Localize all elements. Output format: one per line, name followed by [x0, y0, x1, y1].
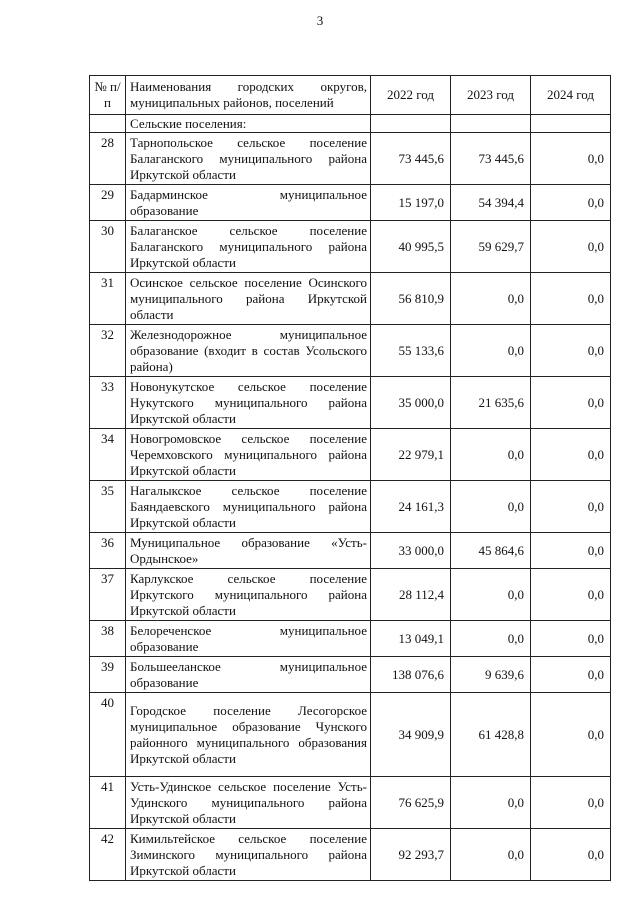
row-value-2023: 45 864,6 — [451, 533, 531, 569]
row-value-2023: 9 639,6 — [451, 657, 531, 693]
row-value-2023: 73 445,6 — [451, 133, 531, 185]
row-value-2024: 0,0 — [531, 429, 611, 481]
row-name: Новогромовское сельское поселение Черемховского муниципального района Иркутской области — [126, 429, 371, 481]
row-number: 34 — [90, 429, 126, 481]
row-number: 33 — [90, 377, 126, 429]
row-value-2024: 0,0 — [531, 185, 611, 221]
header-num: № п/п — [90, 76, 126, 115]
row-value-2022: 13 049,1 — [371, 621, 451, 657]
section-label: Сельские поселения: — [126, 115, 371, 133]
page-number: 3 — [316, 13, 324, 28]
header-2023: 2023 год — [451, 76, 531, 115]
row-value-2024: 0,0 — [531, 621, 611, 657]
row-value-2024: 0,0 — [531, 829, 611, 881]
row-value-2023: 61 428,8 — [451, 693, 531, 777]
table-row — [90, 377, 611, 429]
row-value-2024: 0,0 — [531, 133, 611, 185]
row-number: 36 — [90, 533, 126, 569]
row-value-2022: 34 909,9 — [371, 693, 451, 777]
row-name: Муниципальное образование «Усть-Ордынское» — [126, 533, 371, 569]
row-number: 40 — [90, 693, 126, 777]
section-row — [90, 115, 611, 133]
table-row — [90, 657, 611, 693]
row-name: Новонукутское сельское поселение Нукутского муниципального района Иркутской области — [126, 377, 371, 429]
table-row — [90, 621, 611, 657]
row-value-2024: 0,0 — [531, 777, 611, 829]
row-value-2023: 0,0 — [451, 569, 531, 621]
row-value-2023: 0,0 — [451, 481, 531, 533]
row-value-2022: 22 979,1 — [371, 429, 451, 481]
section-empty-cell — [371, 115, 451, 133]
section-spacer — [90, 115, 126, 133]
row-value-2022: 138 076,6 — [371, 657, 451, 693]
section-empty-cell — [451, 115, 531, 133]
row-value-2023: 0,0 — [451, 273, 531, 325]
row-number: 42 — [90, 829, 126, 881]
row-value-2023: 0,0 — [451, 325, 531, 377]
row-name: Балаганское сельское поселение Балаганского муниципального района Иркутской области — [126, 221, 371, 273]
row-value-2024: 0,0 — [531, 377, 611, 429]
row-value-2024: 0,0 — [531, 273, 611, 325]
row-value-2024: 0,0 — [531, 325, 611, 377]
section-empty-cell — [531, 115, 611, 133]
row-value-2023: 21 635,6 — [451, 377, 531, 429]
table-row — [90, 273, 611, 325]
row-name: Городское поселение Лесогорское муниципальное образование Чунского районного муниципального образования Иркутской области — [126, 693, 371, 777]
row-value-2024: 0,0 — [531, 221, 611, 273]
table-row — [90, 481, 611, 533]
table-row — [90, 693, 611, 777]
table-row — [90, 777, 611, 829]
row-name: Нагалыкское сельское поселение Баяндаевского муниципального района Иркутской области — [126, 481, 371, 533]
row-value-2024: 0,0 — [531, 533, 611, 569]
row-name: Железнодорожное муниципальное образование (входит в состав Усольского района) — [126, 325, 371, 377]
row-value-2022: 28 112,4 — [371, 569, 451, 621]
row-name: Бадарминское муниципальное образование — [126, 185, 371, 221]
row-value-2022: 33 000,0 — [371, 533, 451, 569]
header-2022: 2022 год — [371, 76, 451, 115]
row-value-2024: 0,0 — [531, 657, 611, 693]
row-value-2023: 54 394,4 — [451, 185, 531, 221]
header-name: Наименования городских округов, муниципальных районов, поселений — [126, 76, 371, 115]
row-value-2023: 59 629,7 — [451, 221, 531, 273]
row-value-2024: 0,0 — [531, 693, 611, 777]
table-row — [90, 133, 611, 185]
table-header-row — [90, 76, 611, 115]
row-name: Белореченское муниципальное образование — [126, 621, 371, 657]
row-name: Кимильтейское сельское поселение Зиминского муниципального района Иркутской области — [126, 829, 371, 881]
row-name: Карлукское сельское поселение Иркутского муниципального района Иркутской области — [126, 569, 371, 621]
header-2024: 2024 год — [531, 76, 611, 115]
row-value-2023: 0,0 — [451, 429, 531, 481]
row-value-2024: 0,0 — [531, 569, 611, 621]
row-value-2022: 73 445,6 — [371, 133, 451, 185]
row-name: Усть-Удинское сельское поселение Усть-Удинского муниципального района Иркутской области — [126, 777, 371, 829]
row-value-2022: 56 810,9 — [371, 273, 451, 325]
row-number: 38 — [90, 621, 126, 657]
row-value-2023: 0,0 — [451, 777, 531, 829]
table-row — [90, 325, 611, 377]
row-value-2022: 92 293,7 — [371, 829, 451, 881]
row-number: 32 — [90, 325, 126, 377]
row-number: 37 — [90, 569, 126, 621]
row-number: 31 — [90, 273, 126, 325]
row-name: Тарнопольское сельское поселение Балаганского муниципального района Иркутской области — [126, 133, 371, 185]
table-row — [90, 533, 611, 569]
row-value-2023: 0,0 — [451, 829, 531, 881]
row-number: 35 — [90, 481, 126, 533]
table-row — [90, 221, 611, 273]
row-value-2022: 40 995,5 — [371, 221, 451, 273]
row-value-2022: 24 161,3 — [371, 481, 451, 533]
row-value-2022: 15 197,0 — [371, 185, 451, 221]
row-name: Большееланское муниципальное образование — [126, 657, 371, 693]
row-value-2022: 76 625,9 — [371, 777, 451, 829]
row-number: 28 — [90, 133, 126, 185]
row-number: 29 — [90, 185, 126, 221]
subsidy-table — [89, 75, 611, 881]
row-value-2023: 0,0 — [451, 621, 531, 657]
row-name: Осинское сельское поселение Осинского муниципального района Иркутской области — [126, 273, 371, 325]
row-number: 30 — [90, 221, 126, 273]
row-value-2022: 35 000,0 — [371, 377, 451, 429]
table-row — [90, 429, 611, 481]
row-value-2022: 55 133,6 — [371, 325, 451, 377]
row-number: 41 — [90, 777, 126, 829]
table-row — [90, 829, 611, 881]
table-row — [90, 185, 611, 221]
table-row — [90, 569, 611, 621]
row-value-2024: 0,0 — [531, 481, 611, 533]
row-number: 39 — [90, 657, 126, 693]
